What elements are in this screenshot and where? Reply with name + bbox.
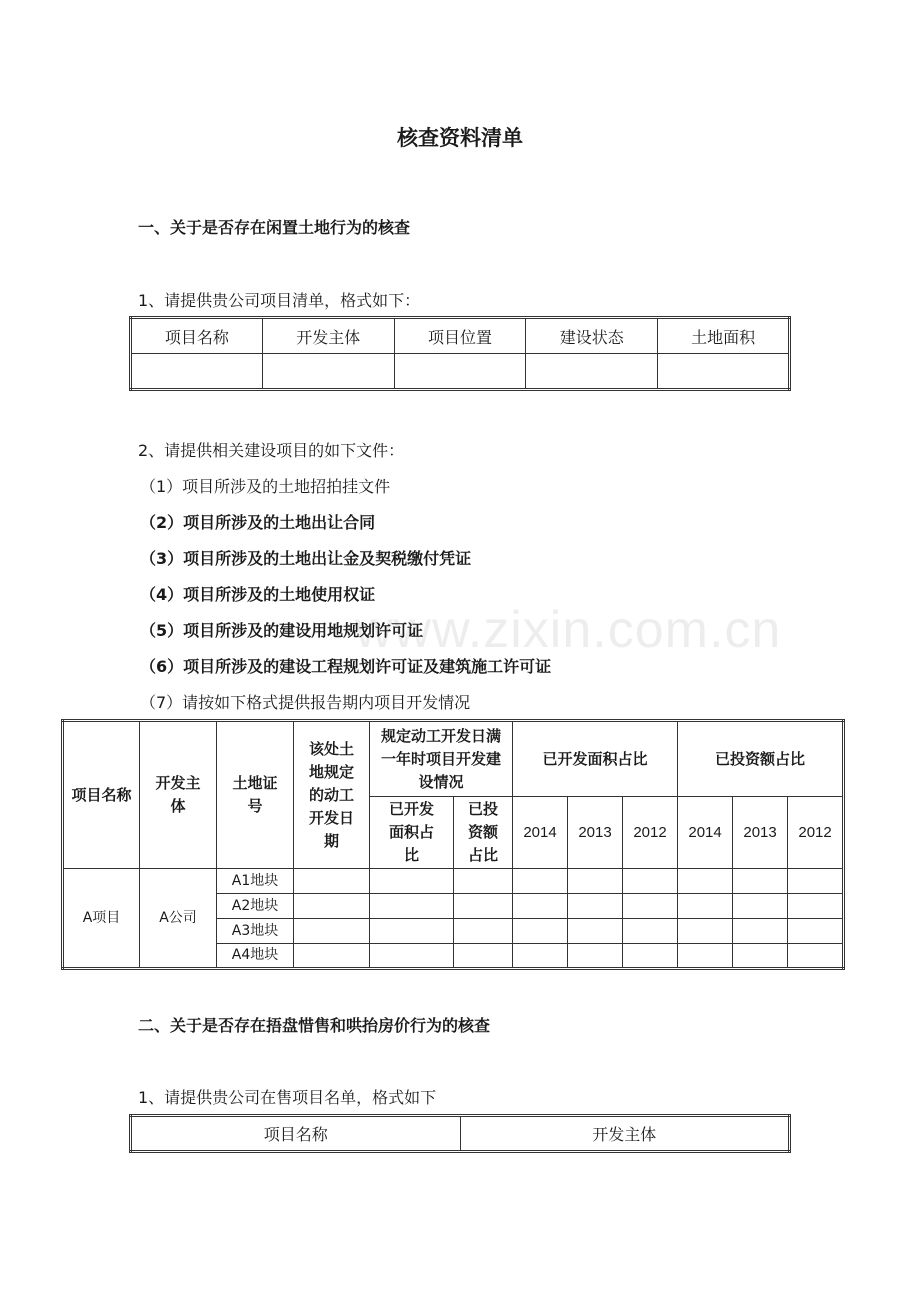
- table-cell: [454, 944, 513, 969]
- table-cell: [513, 919, 568, 944]
- doc-item-2: （2）项目所涉及的土地出让合同: [140, 513, 376, 532]
- table-cell: [370, 944, 454, 969]
- table-cell: [370, 869, 454, 894]
- plot-cell: A2地块: [217, 894, 294, 919]
- year-header: 2013: [568, 797, 623, 869]
- table-cell: [294, 869, 370, 894]
- subheader-developed: 已开发面积占比: [370, 797, 454, 869]
- table-cell: [294, 894, 370, 919]
- table-cell: [370, 894, 454, 919]
- table-cell: [788, 919, 844, 944]
- doc-item-5: （5）项目所涉及的建设用地规划许可证: [140, 621, 424, 640]
- table-header-cell: 开发主体: [262, 318, 394, 354]
- table-header-cell: 项目名称: [131, 1116, 461, 1152]
- section1-heading: 一、关于是否存在闲置土地行为的核查: [138, 218, 411, 237]
- year-header: 2014: [513, 797, 568, 869]
- table-cell: [568, 894, 623, 919]
- table-cell: [526, 354, 658, 390]
- table-cell: [658, 354, 790, 390]
- table-cell: [733, 869, 788, 894]
- doc-item-3: （3）项目所涉及的土地出让金及契税缴付凭证: [140, 549, 472, 568]
- project-list-table: [129, 316, 791, 391]
- table-header-cell: 建设状态: [526, 318, 658, 354]
- section2-heading: 二、关于是否存在捂盘惜售和哄抬房价行为的核查: [138, 1016, 491, 1035]
- doc-item-4: （4）项目所涉及的土地使用权证: [140, 585, 376, 604]
- doc-item-6: （6）项目所涉及的建设工程规划许可证及建筑施工许可证: [140, 657, 552, 676]
- doc-item-1: （1）项目所涉及的土地招拍挂文件: [140, 477, 391, 496]
- year-header: 2012: [623, 797, 678, 869]
- table-header-cell: 开发主体: [460, 1116, 790, 1152]
- table-cell: [788, 894, 844, 919]
- header-developer: 开发主体: [140, 721, 217, 869]
- table-cell: [294, 919, 370, 944]
- table-cell: [733, 919, 788, 944]
- table-cell: [513, 869, 568, 894]
- table-header-cell: 项目名称: [131, 318, 263, 354]
- plot-cell: A1地块: [217, 869, 294, 894]
- section1-item1: 1、请提供贵公司项目清单，格式如下：: [138, 291, 421, 310]
- header-project-name: 项目名称: [63, 721, 140, 869]
- table-cell: [294, 944, 370, 969]
- table-cell: [623, 869, 678, 894]
- table-cell: [788, 869, 844, 894]
- table-cell: [623, 919, 678, 944]
- table-cell: [678, 869, 733, 894]
- header-one-year-status: 规定动工开发日满一年时项目开发建设情况: [370, 721, 513, 797]
- year-header: 2012: [788, 797, 844, 869]
- header-developed-ratio: 已开发面积占比: [513, 721, 678, 797]
- header-start-date: 该处土地规定的动工开发日期: [294, 721, 370, 869]
- section1-item2: 2、请提供相关建设项目的如下文件：: [138, 441, 405, 460]
- table-cell: [513, 944, 568, 969]
- table-cell: [370, 919, 454, 944]
- table-cell: [678, 944, 733, 969]
- header-invested-ratio: 已投资额占比: [678, 721, 844, 797]
- table-cell: [568, 944, 623, 969]
- on-sale-project-table: [129, 1114, 791, 1153]
- development-status-table: [61, 719, 845, 970]
- table-cell: [733, 894, 788, 919]
- table-cell: [623, 894, 678, 919]
- table-cell: [454, 869, 513, 894]
- developer-cell: A公司: [140, 869, 217, 969]
- table-cell: [788, 944, 844, 969]
- table-cell: [678, 894, 733, 919]
- table-cell: [262, 354, 394, 390]
- plot-cell: A4地块: [217, 944, 294, 969]
- table-cell: [131, 354, 263, 390]
- project-name-cell: A项目: [63, 869, 140, 969]
- table-header-cell: 土地面积: [658, 318, 790, 354]
- table-cell: [394, 354, 526, 390]
- table-cell: [678, 919, 733, 944]
- table-cell: [513, 894, 568, 919]
- table-cell: [568, 919, 623, 944]
- table-cell: [454, 919, 513, 944]
- page-title: 核查资料清单: [397, 126, 523, 150]
- table-cell: [623, 944, 678, 969]
- table-cell: [568, 869, 623, 894]
- year-header: 2013: [733, 797, 788, 869]
- doc-item-7: （7）请按如下格式提供报告期内项目开发情况: [140, 693, 471, 712]
- header-land-cert: 土地证号: [217, 721, 294, 869]
- subheader-invested: 已投资额占比: [454, 797, 513, 869]
- table-cell: [733, 944, 788, 969]
- section2-item1: 1、请提供贵公司在售项目名单，格式如下: [138, 1088, 437, 1107]
- plot-cell: A3地块: [217, 919, 294, 944]
- table-header-cell: 项目位置: [394, 318, 526, 354]
- year-header: 2014: [678, 797, 733, 869]
- watermark: www.zixin.com.cn: [355, 601, 782, 659]
- table-cell: [454, 894, 513, 919]
